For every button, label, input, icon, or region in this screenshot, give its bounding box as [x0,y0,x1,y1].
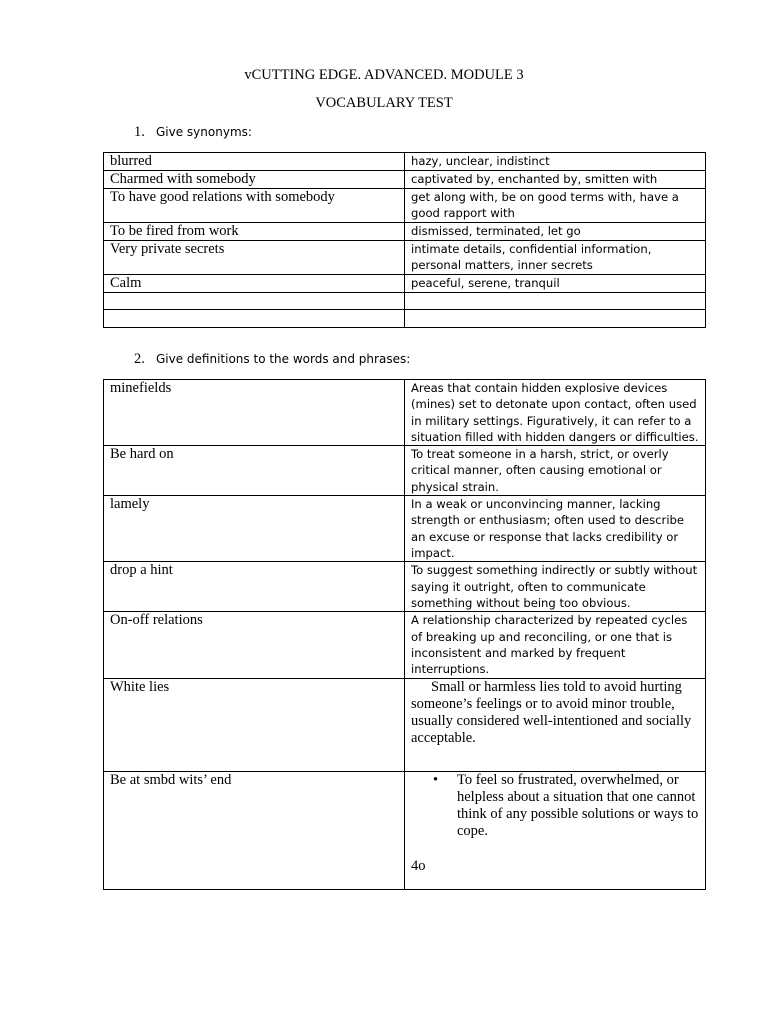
section-1-heading [134,124,252,141]
term-cell: Charmed with somebody [104,171,405,189]
table-row [104,189,706,223]
definitions-table [103,379,706,890]
answer-cell [405,771,706,889]
answer-cell: In a weak or unconvincing manner, lacking strength or enthusiasm; often used to describe an excuse or response that lacks credibility or impact. [405,496,706,562]
answer-cell: Areas that contain hidden explosive devices (mines) set to detonate upon contact, often used in military settings. Figuratively, it can refer to a situation filled with hidden dangers or difficulties. [405,380,706,446]
answer-text: Small or harmless lies told to avoid hurting someone’s feelings or to avoid minor trouble, usually considered well-intentioned and socially acceptable. [411,678,692,746]
table-row [104,292,706,309]
answer-cell: hazy, unclear, indistinct [405,153,706,171]
term-cell: Calm [104,274,405,292]
table-row [104,771,706,889]
answer-text: To feel so frustrated, overwhelmed, or helpless about a situation that one cannot think of any possible solutions or ways to cope. [457,771,699,839]
section-2-heading-text: Give definitions to the words and phrases: [156,352,411,366]
section-2-heading [134,351,410,368]
table-row [104,309,706,327]
answer-cell: peaceful, serene, tranquil [405,274,706,292]
section-1-number: 1. [134,124,145,140]
term-cell: On-off relations [104,612,405,678]
bullet-icon: • [433,771,439,788]
document-title: vCUTTING EDGE. ADVANCED. MODULE 3 [244,67,524,83]
term-cell: White lies [104,678,405,771]
bullet-list [411,772,699,840]
list-item [433,771,699,840]
answer-cell: intimate details, confidential information, personal matters, inner secrets [405,240,706,274]
term-cell: Be at smbd wits’ end [104,771,405,889]
table-row [104,562,706,612]
term-cell [104,292,405,309]
document-subtitle: VOCABULARY TEST [315,95,453,111]
table-row [104,380,706,446]
table-row [104,678,706,771]
table-row [104,446,706,496]
table-row [104,240,706,274]
term-cell: To be fired from work [104,222,405,240]
answer-cell: get along with, be on good terms with, have a good rapport with [405,189,706,223]
term-cell: lamely [104,496,405,562]
answer-cell: captivated by, enchanted by, smitten with [405,171,706,189]
table-row [104,171,706,189]
answer-cell: dismissed, terminated, let go [405,222,706,240]
answer-cell [405,309,706,327]
term-cell [104,309,405,327]
table-row [104,612,706,678]
table-row [104,153,706,171]
table-row [104,222,706,240]
trailing-text: 4o [411,857,426,874]
section-1-heading-text: Give synonyms: [156,125,252,139]
table-row [104,274,706,292]
answer-cell: To suggest something indirectly or subtly without saying it outright, often to communicate something without being too obvious. [405,562,706,612]
synonyms-table [103,152,706,328]
term-cell: minefields [104,380,405,446]
section-2-number: 2. [134,351,145,367]
answer-cell: To treat someone in a harsh, strict, or overly critical manner, often causing emotional or physical strain. [405,446,706,496]
term-cell: Be hard on [104,446,405,496]
answer-cell [405,678,706,771]
table-row [104,496,706,562]
answer-cell [405,292,706,309]
term-cell: drop a hint [104,562,405,612]
answer-cell: A relationship characterized by repeated cycles of breaking up and reconciling, or one that is inconsistent and marked by frequent interruptions. [405,612,706,678]
term-cell: blurred [104,153,405,171]
term-cell: Very private secrets [104,240,405,274]
term-cell: To have good relations with somebody [104,189,405,223]
